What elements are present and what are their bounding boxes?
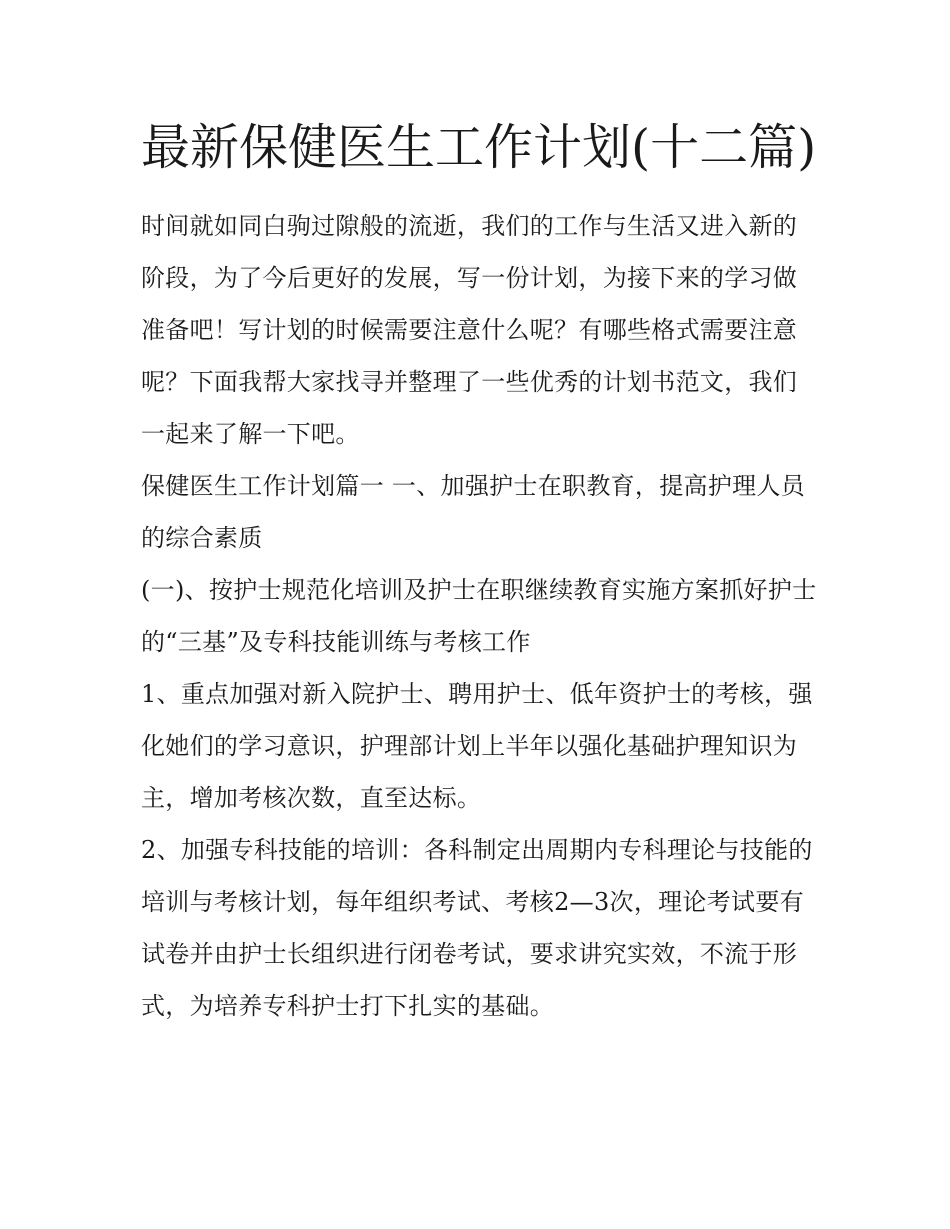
- list-item-2: 2、加强专科技能的培训：各科制定出周期内专科理论与技能的培训与考核计划，每年组织考试、考核2—3次，理论考试要有试卷并由护士长组织进行闭卷考试，要求讲究实效，不流于形式，为培养专科护士打下扎实的基础。: [141, 836, 813, 1020]
- list-item-1: 1、重点加强对新入院护士、聘用护士、低年资护士的考核，强化她们的学习意识，护理部计划上半年以强化基础护理知识为主，增加考核次数，直至达标。: [141, 680, 813, 812]
- intro-paragraph: 时间就如同白驹过隙般的流逝，我们的工作与生活又进入新的阶段，为了今后更好的发展，写一份计划，为接下来的学习做准备吧！写计划的时候需要注意什么呢？有哪些格式需要注意呢？下面我帮大家找寻并整理了一些优秀的计划书范文，我们一起来了解一下吧。: [141, 212, 798, 448]
- document-page: [141, 108, 821, 1032]
- subsection-heading: (一)、按护士规范化培训及护士在职继续教育实施方案抓好护士的“三基”及专科技能训练与考核工作: [141, 576, 817, 656]
- document-title: 最新保健医生工作计划(十二篇): [141, 119, 817, 176]
- section-heading: 保健医生工作计划篇一 一、加强护士在职教育，提高护理人员的综合素质: [141, 472, 806, 552]
